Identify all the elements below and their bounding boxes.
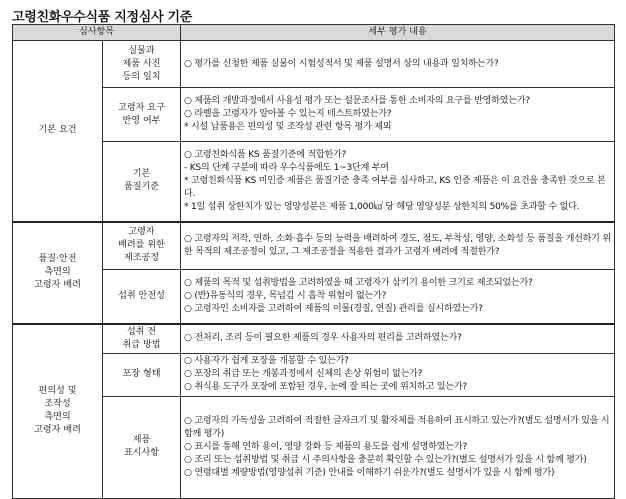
category-quality: 품질·안전 측면의 고령자 배려: [13, 222, 103, 324]
subitem-package: 포장 형태: [103, 353, 181, 396]
detail-package: ○ 사용자가 쉽게 포장을 개봉할 수 있는가? ○ 포장의 취급 또는 개봉과정에서 신체의 손상 위험이 없는가? ○ 취식용 도구가 포장에 포함된 경우, 눈에 잘 띄는 곳에 위치하고 있는가?: [181, 353, 615, 396]
table-row: [13, 353, 615, 396]
detail-ks: ○ 고령친화식품 KS 품질기준에 적합한가? - KS의 단계 구분에 따라 우수식품에도 1~3단계 부여 * 고령친화식품 KS 미인증 제품은 품질기준 충족 여부를 심사하고, KS 인증 제품은 이 요건을 충족한 것으로 본다. * 1일 섭취 상한치가 있는 영양성분은 제품 1,000㎉ 당 해당 영양성분 상한치의 50%를 초과할 수 없다.: [181, 142, 615, 222]
subitem-needs: 고령자 요구 반영 여부: [103, 88, 181, 142]
detail-photo: ○ 평가를 신청한 제품 실물이 시험성적서 및 제품 설명서 상의 내용과 일치하는가?: [181, 41, 615, 88]
detail-label: ○ 고령자의 가독성을 고려하여 적절한 글자크기 및 활자체를 적용하여 표시하고 있는가?(별도 설명서가 있을 시 함께 평가) ○ 표시를 통해 연하 용이, 영양 강화 등 제품의 용도를 쉽게 설명하였는가? ○ 조리 또는 섭취방법 및 취급 시 주의사항을 충분히 확인할 수 있는가?(별도 설명서가 있을 시 함께 평가) ○ 연령대별 계량방법(영양섭취 기준) 안내를 이해하기 쉬운가?(별도 설명서가 있을 시 함께 평가): [181, 396, 615, 498]
table-header-row: [13, 25, 615, 41]
category-basic: [13, 41, 103, 222]
subitem-prep: 섭취 전 취급 방법: [103, 324, 181, 354]
table-row: [13, 396, 615, 498]
category-usability: 편의성 및 조작성 측면의 고령자 배려: [13, 324, 103, 499]
category-label: 기본 요건: [38, 125, 77, 136]
header-detail-content: 세부 평가 내용: [181, 25, 615, 41]
detail-process: ○ 고령자의 저작, 연하, 소화·흡수 등의 능력을 배려하여 경도, 점도, 부착성, 영양, 소화성 등 품질을 개선하기 위한 목적의 제조공정이 있고, 그 제조공정을 적용한 결과가 고령자 배려에 적절한가?: [181, 222, 615, 270]
table-row: [13, 324, 615, 354]
table-row: [13, 41, 615, 88]
table-row: [13, 270, 615, 324]
detail-prep: ○ 전처리, 조리 등이 필요한 제품의 경우 사용자의 편리를 고려하였는가?: [181, 324, 615, 354]
subitem-safety: 섭취 안전성: [103, 270, 181, 324]
table-row: [13, 222, 615, 270]
subitem-label: 제품 표시사항: [103, 396, 181, 498]
table-row: [13, 88, 615, 142]
detail-safety: ○ 제품의 목적 및 섭취방법을 고려하였을 때 고령자가 삼키기 용이한 크기로 제조되었는가? ○ (반)유동식의 경우, 목넘김 시 흡착 위험이 없는가? ○ 고령자인 소비자를 고려하여 제품의 이물(경질, 연질) 관리를 실시하였는가?: [181, 270, 615, 324]
subitem-photo: 실물과 제품 사진 등의 일치: [103, 41, 181, 88]
detail-needs: ○ 제품의 개발과정에서 사용성 평가 또는 설문조사를 통한 소비자의 요구를 반영하였는가? ○ 라벨을 고령자가 알아볼 수 있는지 테스트하였는가? * 시설 납품용은 편의성 및 조작성 관련 항목 평가 제외: [181, 88, 615, 142]
page-title: 고령친화우수식품 지정심사 기준: [12, 10, 193, 25]
evaluation-criteria-table: [12, 24, 615, 499]
header-review-items: 심사항목: [13, 25, 181, 41]
subitem-ks: 기본 품질기준: [103, 142, 181, 222]
subitem-process: 고령자 배려를 위한 제조공정: [103, 222, 181, 270]
table-row: [13, 142, 615, 222]
